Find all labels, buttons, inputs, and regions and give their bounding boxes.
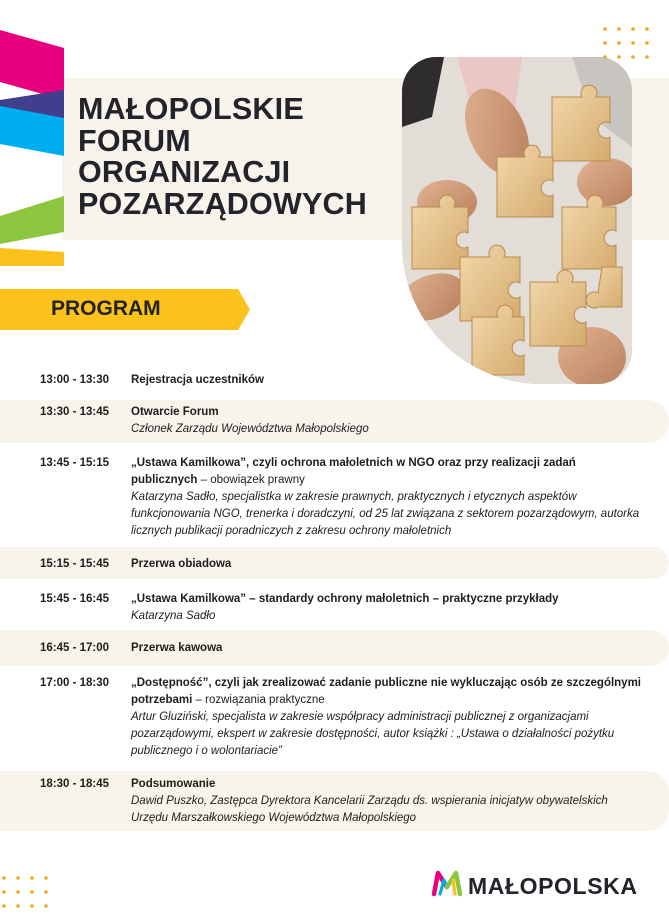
- schedule-time: 13:45 - 15:15: [40, 457, 110, 469]
- schedule-description: Katarzyna Sadło: [131, 610, 216, 622]
- page-title: [78, 94, 367, 220]
- dot-grid-decoration: [0, 874, 50, 920]
- schedule-title-sub: – rozwiązania praktyczne: [192, 694, 325, 706]
- schedule-title: Otwarcie Forum: [131, 406, 219, 418]
- schedule-title: [131, 455, 641, 489]
- decorative-stripes: [0, 26, 66, 266]
- schedule-time: 16:45 - 17:00: [40, 642, 110, 654]
- schedule-title: Przerwa obiadowa: [131, 558, 232, 570]
- schedule-title: „Ustawa Kamilkowa” – standardy ochrony małoletnich – praktyczne przykłady: [131, 593, 559, 605]
- stripe-magenta: [0, 30, 64, 100]
- schedule-title: Podsumowanie: [131, 778, 216, 790]
- schedule-description: Członek Zarządu Województwa Małopolskiego: [131, 423, 369, 435]
- schedule-row: [0, 587, 669, 627]
- malopolska-m-logo-icon: [431, 868, 463, 898]
- title-line: MAŁOPOLSKIE: [78, 92, 304, 126]
- schedule-content: [131, 404, 641, 438]
- schedule-time: 13:30 - 13:45: [40, 406, 110, 418]
- schedule-content: [131, 556, 641, 573]
- schedule-description: Katarzyna Sadło, specjalistka w zakresie prawnych, praktycznych i etycznych aspektów funkcjonowania NGO, trenerka i doradczyni, od 25 lat związana z sektorem pozarządowym, autorka licznych publikacji poradniczych z zakresu ochrony małoletnich: [131, 491, 640, 537]
- schedule-content: [131, 372, 641, 389]
- schedule-content: [131, 776, 641, 827]
- stripe-yellow: [0, 248, 64, 266]
- title-line: POZARZĄDOWYCH: [78, 186, 367, 221]
- schedule-content: [131, 455, 641, 540]
- puzzle-hands-photo: [402, 57, 632, 384]
- schedule-title-sub: – obowiązek prawny: [197, 474, 305, 486]
- schedule-time: 15:45 - 16:45: [40, 593, 110, 605]
- schedule-title: Przerwa kawowa: [131, 642, 223, 654]
- schedule-title-main: „Ustawa Kamilkowa”, czyli ochrona małoletnich w NGO oraz przy realizacji zadań publicznych: [131, 457, 576, 486]
- schedule-row: [0, 671, 669, 767]
- stripe-green: [0, 196, 64, 244]
- schedule-row: [0, 400, 669, 443]
- dot-grid-decoration: [602, 26, 658, 60]
- schedule-row: [0, 630, 669, 666]
- schedule-title: [131, 675, 641, 709]
- schedule-title-main: „Dostępność”, czyli jak zrealizować zadanie publiczne nie wykluczając osób ze szczególnymi potrzebami: [131, 677, 641, 706]
- schedule-title: Rejestracja uczestników: [131, 374, 264, 386]
- schedule-content: [131, 640, 641, 657]
- schedule-content: [131, 591, 641, 625]
- schedule-time: 18:30 - 18:45: [40, 778, 110, 790]
- program-label: PROGRAM: [51, 297, 161, 320]
- schedule-time: 13:00 - 13:30: [40, 374, 110, 386]
- schedule-row: [0, 771, 669, 831]
- title-line: ORGANIZACJI: [78, 155, 291, 189]
- schedule-content: [131, 675, 641, 760]
- logo-text: MAŁOPOLSKA: [468, 873, 638, 899]
- schedule-description: Dawid Puszko, Zastępca Dyrektora Kancelarii Zarządu ds. wspierania inicjatyw obywatelskich Urzędu Marszałkowskiego Województwa Małopolskiego: [131, 795, 608, 824]
- schedule-row: [0, 547, 669, 579]
- title-line: FORUM: [78, 123, 191, 158]
- schedule-row: [0, 368, 669, 394]
- schedule-row: [0, 451, 669, 543]
- schedule-time: 17:00 - 18:30: [40, 677, 110, 689]
- schedule-description: Artur Gluziński, specjalista w zakresie współpracy administracji publicznej z organizacjami pozarządowymi, ekspert w zakresie dostępności, autor książki : „Ustawa o działalności pożytku publicznego i o wolontariacie”: [131, 711, 615, 757]
- schedule-time: 15:15 - 15:45: [40, 558, 110, 570]
